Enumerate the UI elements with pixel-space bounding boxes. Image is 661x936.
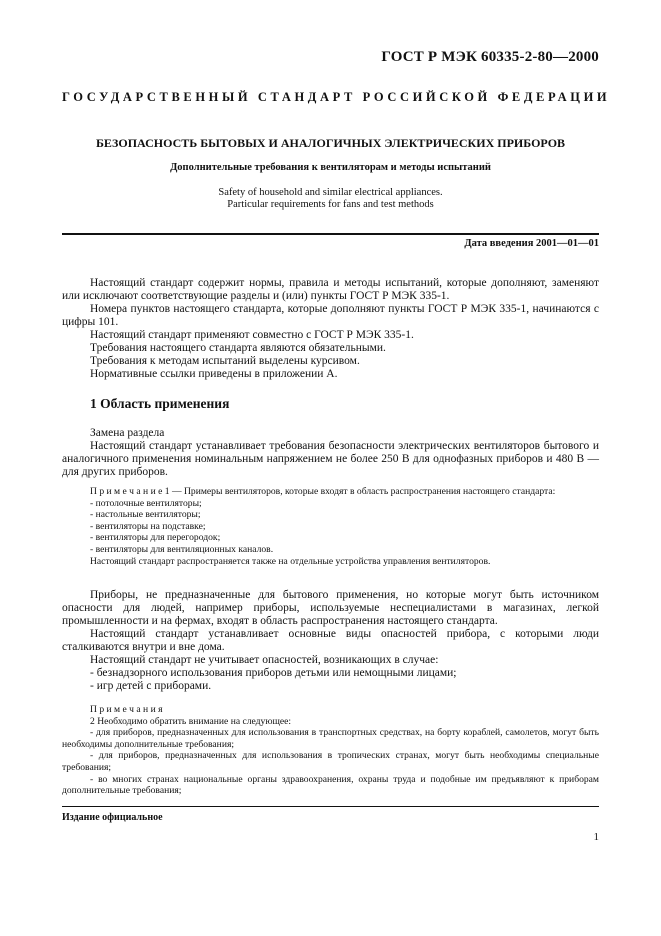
list-item: - потолочные вентиляторы; (90, 497, 202, 509)
note-2-intro: 2 Необходимо обратить внимание на следующее: (90, 715, 292, 727)
note-1-tail: Настоящий стандарт распространяется также на отдельные устройства управления вентиляторов. (90, 555, 491, 567)
note-1-label: П р и м е ч а н и е 1 (90, 486, 170, 497)
list-item: - безнадзорного использования приборов детьми или немощными лицами; (90, 667, 457, 679)
notes-block (62, 704, 599, 797)
document-title: БЕЗОПАСНОСТЬ БЫТОВЫХ И АНАЛОГИЧНЫХ ЭЛЕКТРИЧЕСКИХ ПРИБОРОВ (95, 136, 566, 150)
intro-paragraph: Требования к методам испытаний выделены курсивом. (90, 355, 360, 367)
edition-label: Издание официальное (62, 812, 163, 823)
note-1 (62, 486, 599, 498)
list-item: - для приборов, предназначенных для использования в транспортных средствах, на борту кораблей, самолетов, могут быть необходимы дополнительные требования; (62, 727, 599, 750)
scope-block (62, 427, 599, 479)
list-item: - во многих странах национальные органы здравоохранения, охраны труда и подобные им предъявляют к приборам дополнительные требования; (62, 773, 599, 797)
list-item: - вентиляторы для вентиляционных каналов. (90, 543, 274, 555)
state-standard-line: ГОСУДАРСТВЕННЫЙ СТАНДАРТ РОССИЙСКОЙ ФЕДЕРАЦИИ (62, 90, 611, 104)
notes-label: П р и м е ч а н и я (90, 704, 163, 715)
english-title-line-1: Safety of household and similar electrical appliances. (218, 187, 443, 198)
section-1-heading: 1 Область применения (90, 396, 230, 411)
hazards-paragraph: Настоящий стандарт устанавливает основные виды опасностей прибора, с которыми люди сталкиваются внутри и вне дома. (62, 628, 599, 653)
footer-divider (62, 806, 599, 807)
replace-label: Замена раздела (90, 427, 165, 439)
english-title (62, 187, 599, 211)
not-covered-paragraph: Настоящий стандарт не учитывает опасностей, возникающих в случае: (90, 654, 439, 666)
list-item: - вентиляторы для перегородок; (90, 532, 221, 544)
introduction-date: Дата введения 2001—01—01 (464, 238, 599, 249)
scope-paragraph: Настоящий стандарт устанавливает требования безопасности электрических вентиляторов бытового и аналогичного применения номинальным напряжением не более 250 В для однофазных приборов и 480 В — для других приборов. (62, 440, 599, 478)
intro-paragraph: Требования настоящего стандарта являются обязательными. (90, 342, 386, 354)
intro-paragraph: Настоящий стандарт применяют совместно с ГОСТ Р МЭК 335-1. (90, 329, 414, 341)
intro-paragraph: Настоящий стандарт содержит нормы, правила и методы испытаний, которые дополняют, заменяют или исключают соответствующие разделы и (или) пункты ГОСТ Р МЭК 335-1. (62, 277, 599, 302)
note-1-text: — Примеры вентиляторов, которые входят в область распространения настоящего стандарта: (169, 486, 556, 497)
list-item: - игр детей с приборами. (90, 680, 212, 692)
list-item: - вентиляторы на подставке; (90, 520, 206, 532)
document-subtitle: Дополнительные требования к вентиляторам и методы испытаний (170, 162, 491, 173)
document-code: ГОСТ Р МЭК 60335-2-80—2000 (381, 49, 599, 65)
intro-paragraph: Номера пунктов настоящего стандарта, которые дополняют пункты ГОСТ Р МЭК 335-1, начинаются с цифры 101. (62, 303, 599, 328)
list-item: - настольные вентиляторы; (90, 509, 201, 521)
list-item: - для приборов, предназначенных для использования в тропических странах, могут быть необходимы специальные требования; (62, 750, 599, 773)
devices-block (62, 589, 599, 693)
intro-block (62, 277, 599, 381)
devices-paragraph: Приборы, не предназначенные для бытового применения, но которые могут быть источником опасности для людей, например приборы, используемые неспециалистами в магазинах, легкой промышленности и на фермах, входят в область распространения настоящего стандарта. (62, 589, 599, 627)
page-number: 1 (593, 831, 599, 843)
note-1-block (62, 486, 599, 567)
title-divider (62, 233, 599, 235)
english-title-line-2: Particular requirements for fans and test methods (227, 199, 434, 210)
intro-paragraph: Нормативные ссылки приведены в приложении А. (90, 368, 338, 380)
